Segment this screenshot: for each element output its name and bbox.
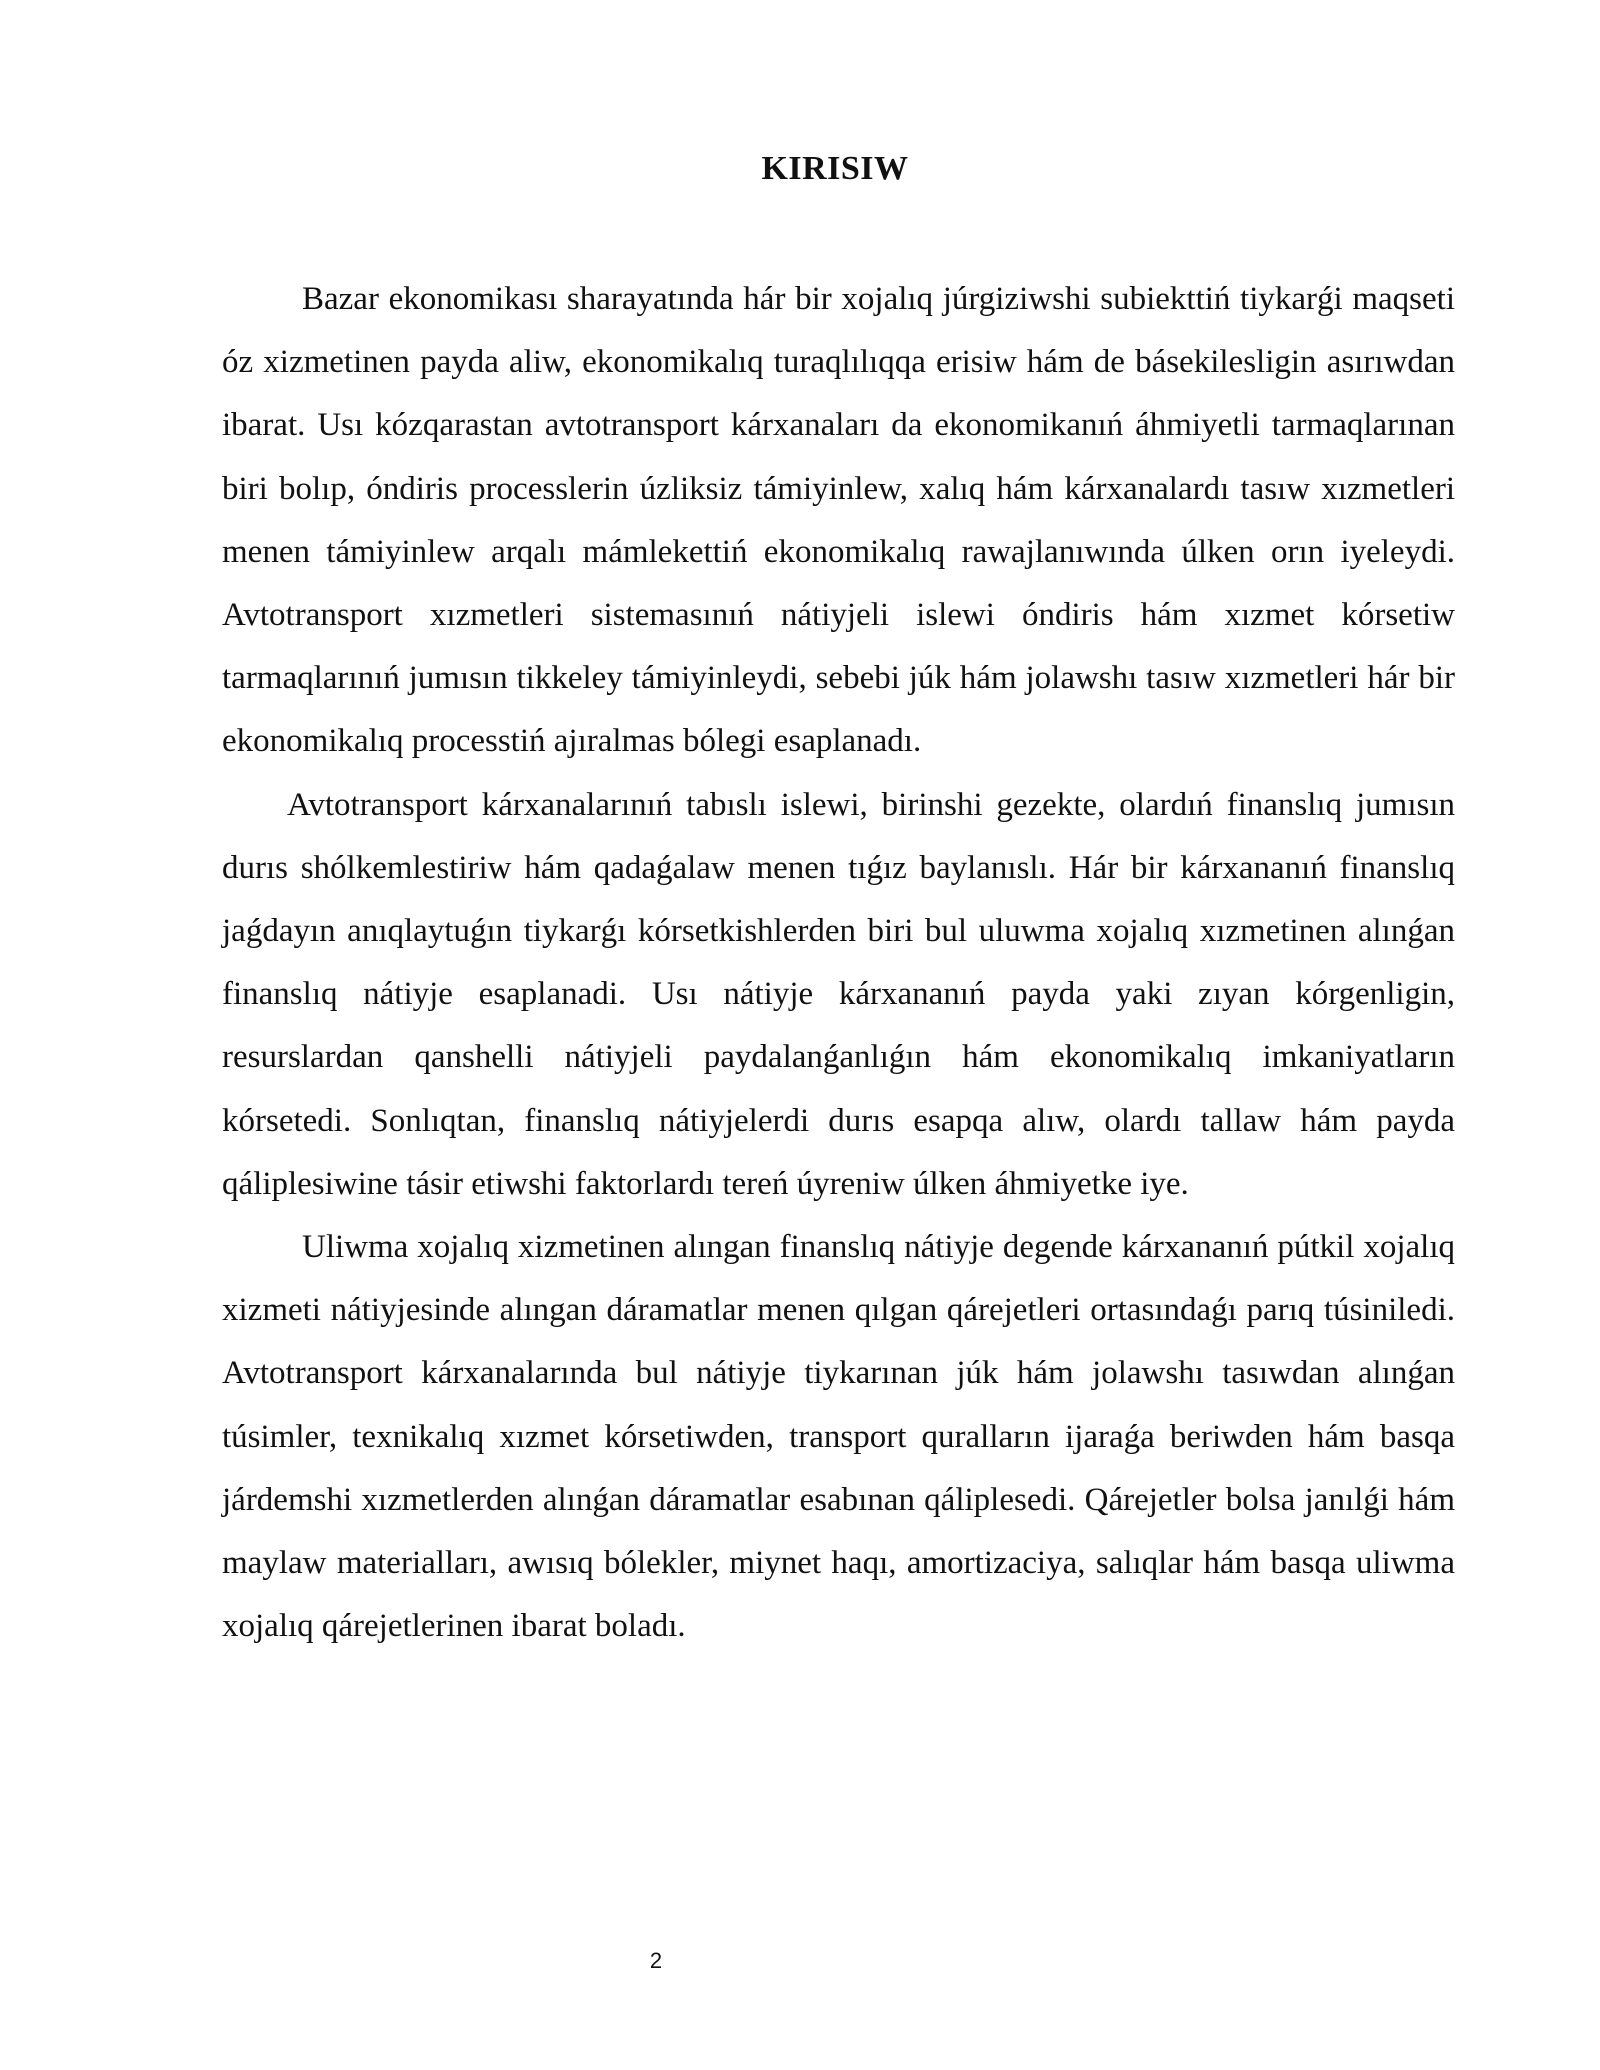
body-text (222, 268, 1455, 1658)
paragraph-3: Uliwma xojalıq xizmetinen alıngan finanslıq nátiyje degende kárxananıń pútkil xojalıq xizmeti nátiyjesinde alıngan dáramatlar menen qılgan qárejetleri ortasındaǵı parıq túsiniledi. Avtotransport kárxanalarında bul nátiyje tiykarınan júk hám jolawshı tasıwdan alınǵan túsimler, texnikalıq xızmet kórsetiwden, transport quralların ijaraǵa beriwden hám basqa járdemshi xızmetlerden alınǵan dáramatlar esabınan qáliplesedi. Qárejetler bolsa janılǵi hám maylaw materialları, awısıq bólekler, miynet haqı, amortizaciya, salıqlar hám basqa uliwma xojalıq qárejetlerinen ibarat boladı. (222, 1229, 1455, 1645)
paragraph-2: Avtotransport kárxanalarınıń tabıslı islewi, birinshi gezekte, olardıń finanslıq jumısın durıs shólkemlestiriw hám qadaǵalaw menen tıǵız baylanıslı. Hár bir kárxananıń finanslıq jaǵdayın anıqlaytuǵın tiykarǵı kórsetkishlerden biri bul uluwma xojalıq xızmetinen alınǵan finanslıq nátiyje esaplanadi. Usı nátiyje kárxananıń payda yaki zıyan kórgenligin, resurslardan qanshelli nátiyjeli paydalanǵanlıǵın hám ekonomikalıq imkaniyatların kórsetedi. Sonlıqtan, finanslıq nátiyjelerdi durıs esapqa alıw, olardı tallaw hám payda qáliplesiwine tásir etiwshi faktorlardı tereń úyreniw úlken áhmiyetke iye. (222, 786, 1455, 1202)
section-heading: KIRISIW (761, 150, 909, 187)
paragraph-1: Bazar ekonomikası sharayatında hár bir xojalıq júrgiziwshi subiekttiń tiykarǵi maqseti óz xizmetinen payda aliw, ekonomikalıq turaqlılıqqa erisiw hám de básekilesligin asırıwdan ibarat. Usı kózqarastan avtotransport kárxanaları da ekonomikanıń áhmiyetli tarmaqlarınan biri bolıp, óndiris processlerin úzliksiz támiyinlew, xalıq hám kárxanalardı tasıw xızmetleri menen támiyinlew arqalı mámlekettiń ekonomikalıq rawajlanıwında úlken orın iyeleydi. Avtotransport xızmetleri sistemasınıń nátiyjeli islewi óndiris hám xızmet kórsetiw tarmaqlarınıń jumısın tikkeley támiyinleydi, sebebi júk hám jolawshı tasıw xızmetleri hár bir ekonomikalıq processtiń ajıralmas bólegi esaplanadı. (222, 281, 1455, 760)
page-number: 2 (649, 1948, 663, 1973)
